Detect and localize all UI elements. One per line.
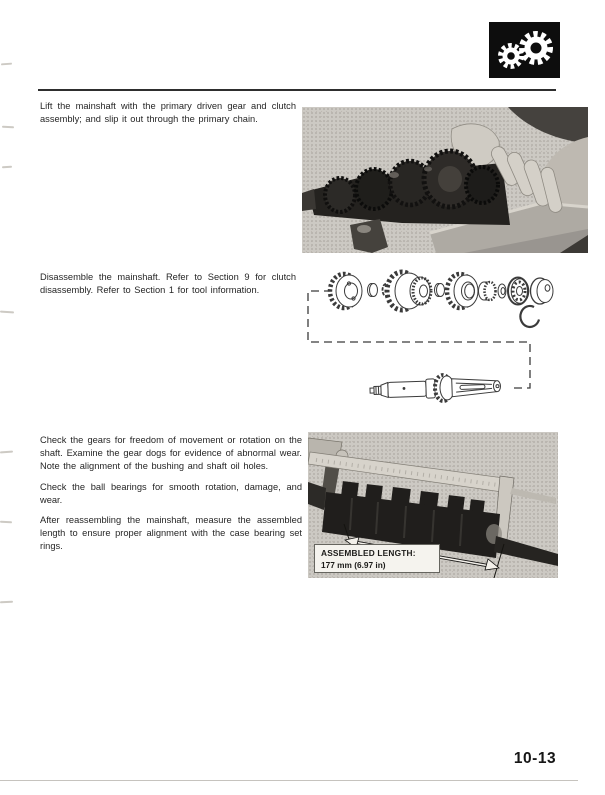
paragraph-assembled-length: After reassembling the mainshaft, measure the assembled length to ensure proper alignment with the case bearing set rings. <box>40 515 302 551</box>
photo-mainshaft-removal <box>302 107 588 253</box>
section-icon-box <box>489 22 560 78</box>
paragraph-lift-mainshaft: Lift the mainshaft with the primary driven gear and clutch assembly; and slip it out through the primary chain. <box>40 101 296 124</box>
gears-icon <box>489 22 560 78</box>
paragraph-check-gears: Check the gears for freedom of movement or rotation on the shaft. Examine the gear dogs for evidence of abnormal wear. Note the alignment of the bushing and shaft oil holes. <box>40 435 302 471</box>
assembled-length-value: 177 mm (6.97 in) <box>321 560 386 570</box>
paragraph-disassemble-mainshaft: Disassemble the mainshaft. Refer to Section 9 for clutch disassembly. Refer to Section 1 for tool information. <box>40 272 296 295</box>
mainshaft-exploded-drawing <box>300 260 600 420</box>
diagram-mainshaft-exploded <box>300 260 600 420</box>
assembled-length-label <box>314 544 440 573</box>
header-rule <box>38 89 556 91</box>
page-number: 10-13 <box>513 750 557 767</box>
paragraph-check-bearings: Check the ball bearings for smooth rotation, damage, and wear. <box>40 482 302 505</box>
photo-mainshaft-removal-image <box>302 107 588 253</box>
bottom-rule <box>0 780 578 781</box>
assembled-length-title: ASSEMBLED LENGTH: <box>321 548 416 558</box>
photo-assembled-length <box>308 432 558 578</box>
